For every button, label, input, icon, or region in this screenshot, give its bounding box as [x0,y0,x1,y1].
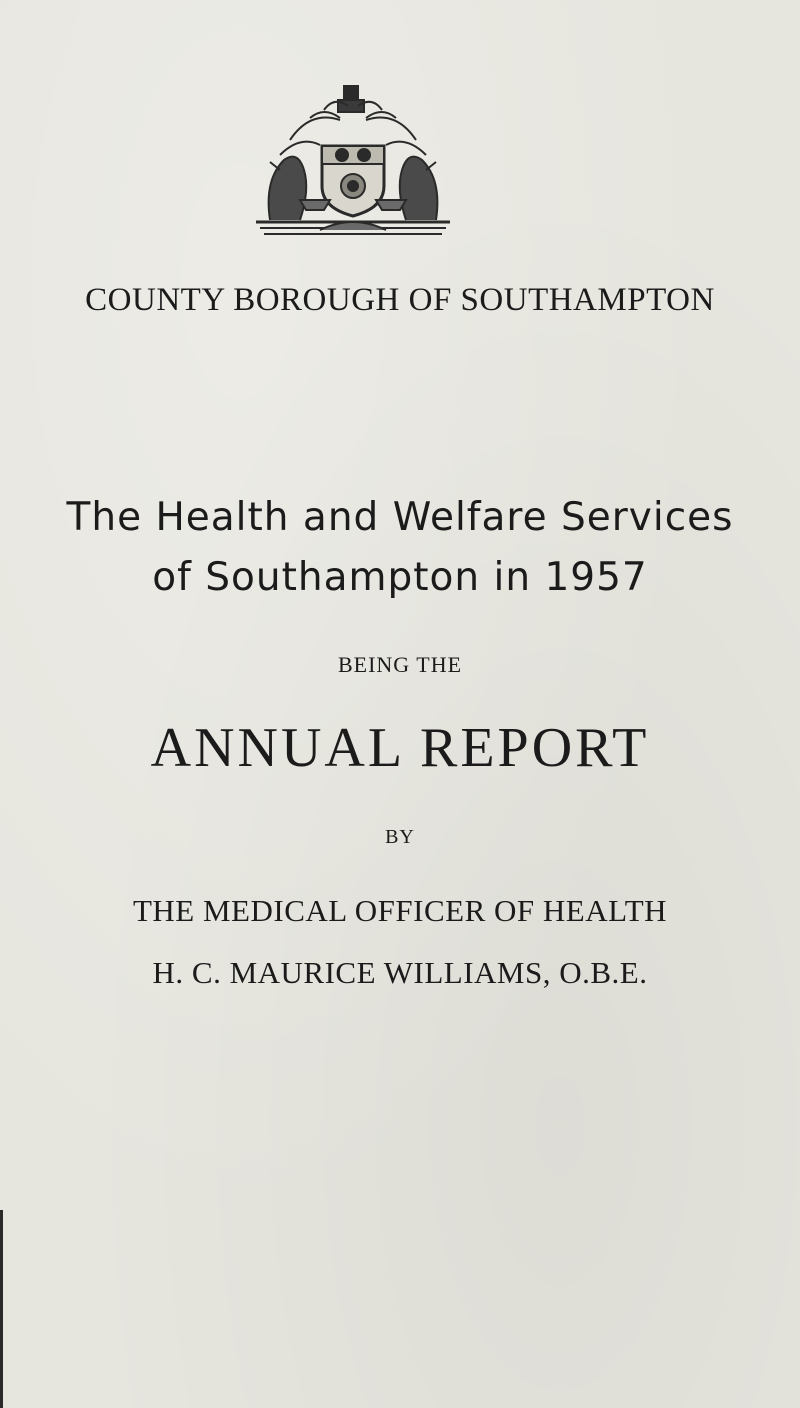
by-label: BY [385,826,415,848]
officer-title: THE MEDICAL OFFICER OF HEALTH [132,893,668,928]
borough-name: COUNTY BOROUGH OF SOUTHAMPTON [85,282,715,318]
coat-of-arms-icon [250,80,456,240]
report-title-line-1: The Health and Welfare Services [66,495,734,540]
being-the-label: BEING THE [337,652,463,677]
report-title-line-2: of Southampton in 1957 [152,555,648,600]
annual-report-heading: ANNUAL REPORT [150,717,650,779]
page-edge-shadow [0,1210,3,1408]
author-name: H. C. MAURICE WILLIAMS, O.B.E. [152,955,648,990]
